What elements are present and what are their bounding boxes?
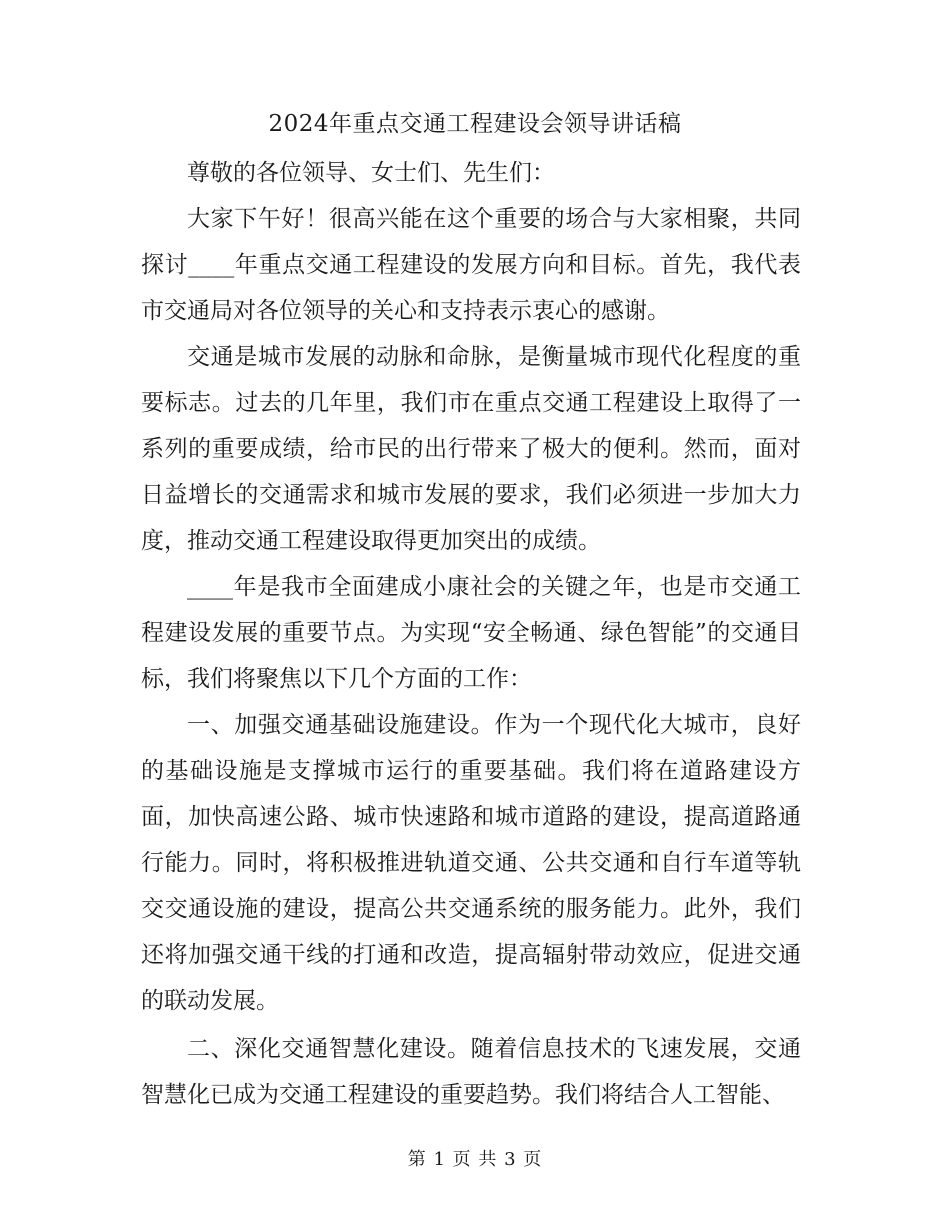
smart-transport-paragraph: 二、深化交通智慧化建设。随着信息技术的飞速发展，交通智慧化已成为交通工程建设的重要趋势。我们将结合人工智能、	[141, 1036, 801, 1108]
page-footer: 第 1 页 共 3 页	[407, 1149, 543, 1170]
greeting-paragraph: 大家下午好！很高兴能在这个重要的场合与大家相聚，共同探讨____年重点交通工程建设的发展方向和目标。首先，我代表市交通局对各位领导的关心和支持表示衷心的感谢。	[141, 206, 801, 324]
document-title: 2024年重点交通工程建设会领导讲话稿	[268, 111, 682, 137]
background-paragraph: 交通是城市发展的动脉和命脉，是衡量城市现代化程度的重要标志。过去的几年里，我们市在重点交通工程建设上取得了一系列的重要成绩，给市民的出行带来了极大的便利。然而，面对日益增长的交通需求和城市发展的要求，我们必须进一步加大力度，推动交通工程建设取得更加突出的成绩。	[141, 344, 801, 554]
salutation-paragraph: 尊敬的各位领导、女士们、先生们：	[187, 160, 555, 186]
infrastructure-paragraph: 一、加强交通基础设施建设。作为一个现代化大城市，良好的基础设施是支撑城市运行的重要基础。我们将在道路建设方面，加快高速公路、城市快速路和城市道路的建设，提高道路通行能力。同时，将积极推进轨道交通、公共交通和自行车道等轨交交通设施的建设，提高公共交通系统的服务能力。此外，我们还将加强交通干线的打通和改造，提高辐射带动效应，促进交通的联动发展。	[141, 712, 801, 1014]
document-body	[141, 150, 801, 1118]
goals-paragraph: ____年是我市全面建成小康社会的关键之年，也是市交通工程建设发展的重要节点。为实现“安全畅通、绿色智能”的交通目标，我们将聚焦以下几个方面的工作：	[141, 574, 801, 692]
